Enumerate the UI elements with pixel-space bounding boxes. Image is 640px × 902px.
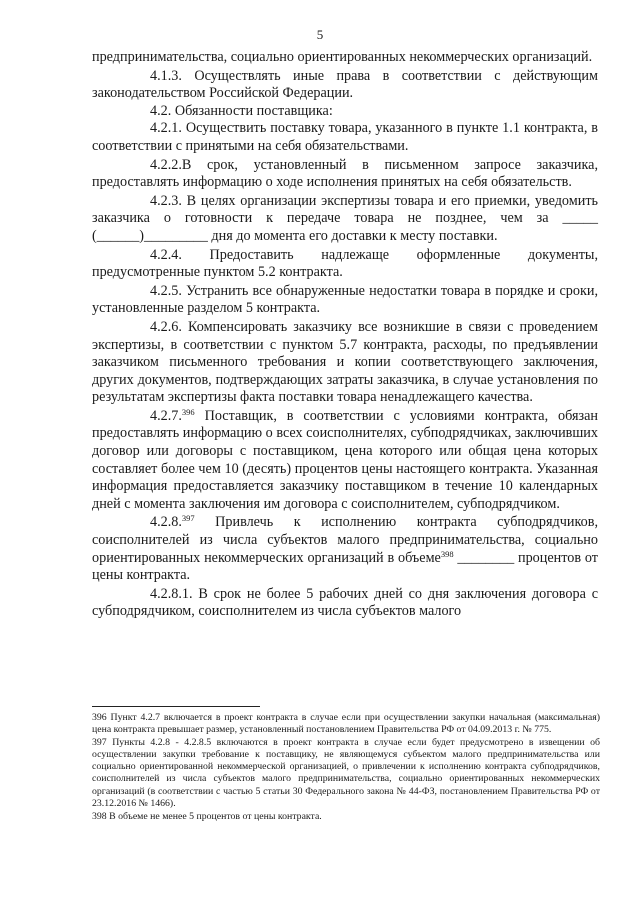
paragraph-4-2-8-1: 4.2.8.1. В срок не более 5 рабочих дней со дня заключения договора с субподрядчиком, соисполнителем из числа субъектов малого xyxy=(92,585,598,620)
footnote-ref-398: 398 xyxy=(440,548,454,559)
clause-text: Поставщик, в соответствии с условиями контракта, обязан предоставлять информацию о всех соисполнителях, субподрядчиках, заключивших договор или договоры с поставщиком, цена которого или общая цена которых составляет более чем 10 (десять) процентов цены настоящего контракта. Указанная информация предоставляется заказчику поставщиком в течение 10 календарных дней с момента заключения им договора с соисполнителем, субподрядчиком. xyxy=(92,407,598,512)
page-number: 5 xyxy=(316,27,324,42)
paragraph-4-2-7 xyxy=(92,408,598,514)
paragraph-4-2-1: 4.2.1. Осуществить поставку товара, указанного в пункте 1.1 контракта, в соответствии с принятыми на себя обязательствами. xyxy=(92,120,598,154)
paragraph-4-2-6: 4.2.6. Компенсировать заказчику все возникшие в связи с проведением экспертизы, в соответствии с пунктом 5.7 контракта, расходы, по предъявлении заказчиком письменного требования и копии соответствующего заключения, других документов, подтверждающих затраты заказчика, в случае установления по результатам экспертизы факта поставки товара ненадлежащего качества. xyxy=(92,318,598,406)
paragraph-4-2-5: 4.2.5. Устранить все обнаруженные недостатки товара в порядке и сроки, установленные разделом 5 контракта. xyxy=(92,282,598,317)
footnote-397: 397 Пункты 4.2.8 - 4.2.8.5 включаются в проект контракта в случае если будет предусмотрено в извещении об осуществлении закупки требование к поставщику, не являющемуся субъектом малого предпринимательства или социально ориентированной некоммерческой организацией, о привлечении к исполнению контракта субподрядчиков, соисполнителей из числа субъектов малого предпринимательства, социально ориентированных некоммерческих организаций (в соответствии с частью 5 статьи 30 Федерального закона № 44-ФЗ, постановлением Правительства РФ от 23.12.2016 № 1466). xyxy=(92,737,600,809)
clause-text: Привлечь к исполнению контракта субподрядчиков, соисполнителей из числа субъектов малого предпринимательства, социально ориентированных некоммерческих организаций в объеме xyxy=(92,514,598,566)
footnote-398: 398 В объеме не менее 5 процентов от цены контракта. xyxy=(92,810,322,822)
contract-body xyxy=(92,49,598,621)
paragraph-4-1-3: 4.1.3. Осуществлять иные права в соответствии с действующим законодательством Российской Федерации. xyxy=(92,67,598,102)
clause-text-tail: ________ процентов от цены контракта. xyxy=(92,549,598,584)
paragraph-4-2-3: 4.2.3. В целях организации экспертизы товара и его приемки, уведомить заказчика о готовности к передаче товара не позднее, чем за _____ (______)_________ дня до момента его доставки к месту поставки. xyxy=(92,192,598,244)
footnote-ref-396: 396 xyxy=(181,406,195,417)
paragraph-4-2-8 xyxy=(92,514,598,584)
clause-number: 4.2.8. xyxy=(150,514,182,531)
footnote-396: 396 Пункт 4.2.7 включается в проект контракта в случае если при осуществлении закупки начальная (максимальная) цена контракта превышает размер, установленный постановлением Правительства РФ от 04.09.2013 г. № 775. xyxy=(92,712,600,736)
clause-number: 4.2.7. xyxy=(150,407,182,424)
footnotes xyxy=(92,712,600,824)
footnote-ref-397: 397 xyxy=(181,513,195,524)
paragraph-4-2: 4.2. Обязанности поставщика: xyxy=(150,102,333,119)
paragraph-4-2-2: 4.2.2.В срок, установленный в письменном запросе заказчика, предоставлять информацию о ходе исполнения принятых на себя обязательств. xyxy=(92,156,598,191)
paragraph-4-2-4: 4.2.4. Предоставить надлежаще оформленные документы, предусмотренные пунктом 5.2 контракта. xyxy=(92,246,598,281)
footnote-separator xyxy=(92,706,260,707)
paragraph: предпринимательства, социально ориентированных некоммерческих организаций. xyxy=(92,49,593,65)
